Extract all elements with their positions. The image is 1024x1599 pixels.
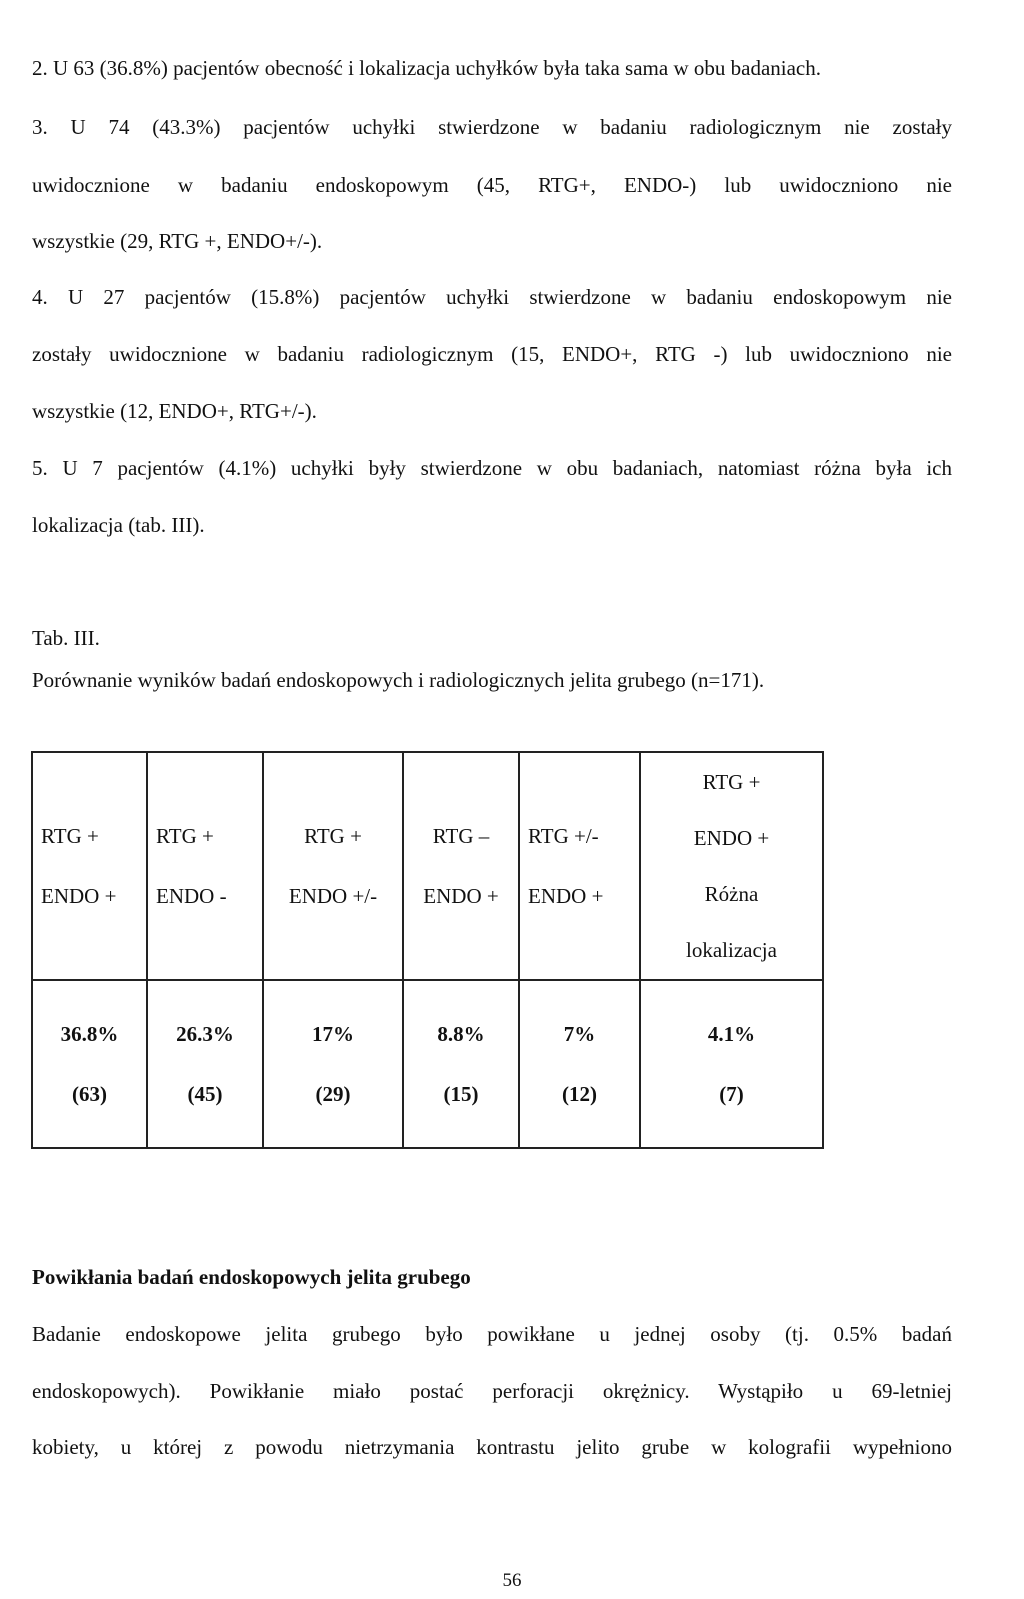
header-cell bbox=[403, 752, 519, 980]
value-cell bbox=[403, 980, 519, 1148]
table-label: Tab. III. bbox=[32, 626, 100, 650]
section-line-3: kobiety, u której z powodu nietrzymania kontrastu jelito grube w kolografii wypełniono bbox=[32, 1435, 952, 1459]
table-values-row bbox=[32, 980, 823, 1148]
finding-3-line-1: 3. U 74 (43.3%) pacjentów uchyłki stwierdzone w badaniu radiologicznym nie zostały bbox=[32, 115, 952, 139]
percent-value: 8.8% bbox=[437, 1022, 485, 1046]
value-cell bbox=[640, 980, 823, 1148]
header-cell bbox=[640, 752, 823, 980]
percent-value: 17% bbox=[312, 1022, 354, 1046]
header-endo: ENDO + bbox=[41, 884, 117, 908]
table-header-row bbox=[32, 752, 823, 980]
finding-3-line-2: uwidocznione w badaniu endoskopowym (45, RTG+, ENDO-) lub uwidoczniono nie bbox=[32, 173, 952, 197]
header-cell bbox=[263, 752, 403, 980]
value-cell bbox=[519, 980, 640, 1148]
page-number: 56 bbox=[502, 1570, 522, 1591]
header-note: lokalizacja bbox=[686, 938, 777, 962]
count-value: (63) bbox=[72, 1082, 107, 1106]
header-rtg: RTG + bbox=[156, 824, 214, 848]
value-cell bbox=[32, 980, 147, 1148]
finding-5-line-1: 5. U 7 pacjentów (4.1%) uchyłki były stwierdzone w obu badaniach, natomiast różna była ich bbox=[32, 456, 952, 480]
header-endo: ENDO + bbox=[528, 884, 604, 908]
finding-3-line-3: wszystkie (29, RTG +, ENDO+/-). bbox=[32, 229, 323, 253]
header-note: Różna bbox=[704, 882, 759, 906]
count-value: (15) bbox=[443, 1082, 479, 1106]
count-value: (45) bbox=[187, 1082, 223, 1106]
section-line-2: endoskopowych). Powikłanie miało postać perforacji okrężnicy. Wystąpiło u 69-letniej bbox=[32, 1379, 952, 1403]
header-endo: ENDO +/- bbox=[288, 884, 378, 908]
header-rtg: RTG + bbox=[41, 824, 99, 848]
section-line-1: Badanie endoskopowe jelita grubego było powikłane u jednej osoby (tj. 0.5% badań bbox=[32, 1322, 952, 1346]
header-rtg: RTG + bbox=[702, 770, 761, 794]
percent-value: 36.8% bbox=[60, 1022, 119, 1046]
value-cell bbox=[147, 980, 263, 1148]
count-value: (7) bbox=[719, 1082, 744, 1106]
percent-value: 4.1% bbox=[707, 1022, 756, 1046]
header-cell bbox=[32, 752, 147, 980]
finding-4-line-1: 4. U 27 pacjentów (15.8%) pacjentów uchyłki stwierdzone w badaniu endoskopowym nie bbox=[32, 285, 952, 309]
header-cell bbox=[147, 752, 263, 980]
count-value: (12) bbox=[562, 1082, 597, 1106]
header-endo: ENDO + bbox=[693, 826, 770, 850]
header-rtg: RTG +/- bbox=[528, 824, 599, 848]
section-heading: Powikłania badań endoskopowych jelita grubego bbox=[32, 1265, 471, 1289]
finding-5-line-2: lokalizacja (tab. III). bbox=[32, 513, 205, 537]
percent-value: 7% bbox=[563, 1022, 596, 1046]
header-rtg: RTG + bbox=[304, 824, 362, 848]
count-value: (29) bbox=[315, 1082, 351, 1106]
header-cell bbox=[519, 752, 640, 980]
header-rtg: RTG – bbox=[432, 824, 490, 848]
finding-4-line-3: wszystkie (12, ENDO+, RTG+/-). bbox=[32, 399, 317, 423]
table-caption: Porównanie wyników badań endoskopowych i radiologicznych jelita grubego (n=171). bbox=[32, 668, 765, 692]
header-endo: ENDO + bbox=[423, 884, 499, 908]
header-endo: ENDO - bbox=[156, 884, 227, 908]
finding-2-line-1: 2. U 63 (36.8%) pacjentów obecność i lokalizacja uchyłków była taka sama w obu badaniach. bbox=[32, 56, 821, 80]
finding-4-line-2: zostały uwidocznione w badaniu radiologicznym (15, ENDO+, RTG -) lub uwidoczniono nie bbox=[32, 342, 952, 366]
value-cell bbox=[263, 980, 403, 1148]
comparison-table bbox=[31, 751, 824, 1149]
percent-value: 26.3% bbox=[176, 1022, 234, 1046]
